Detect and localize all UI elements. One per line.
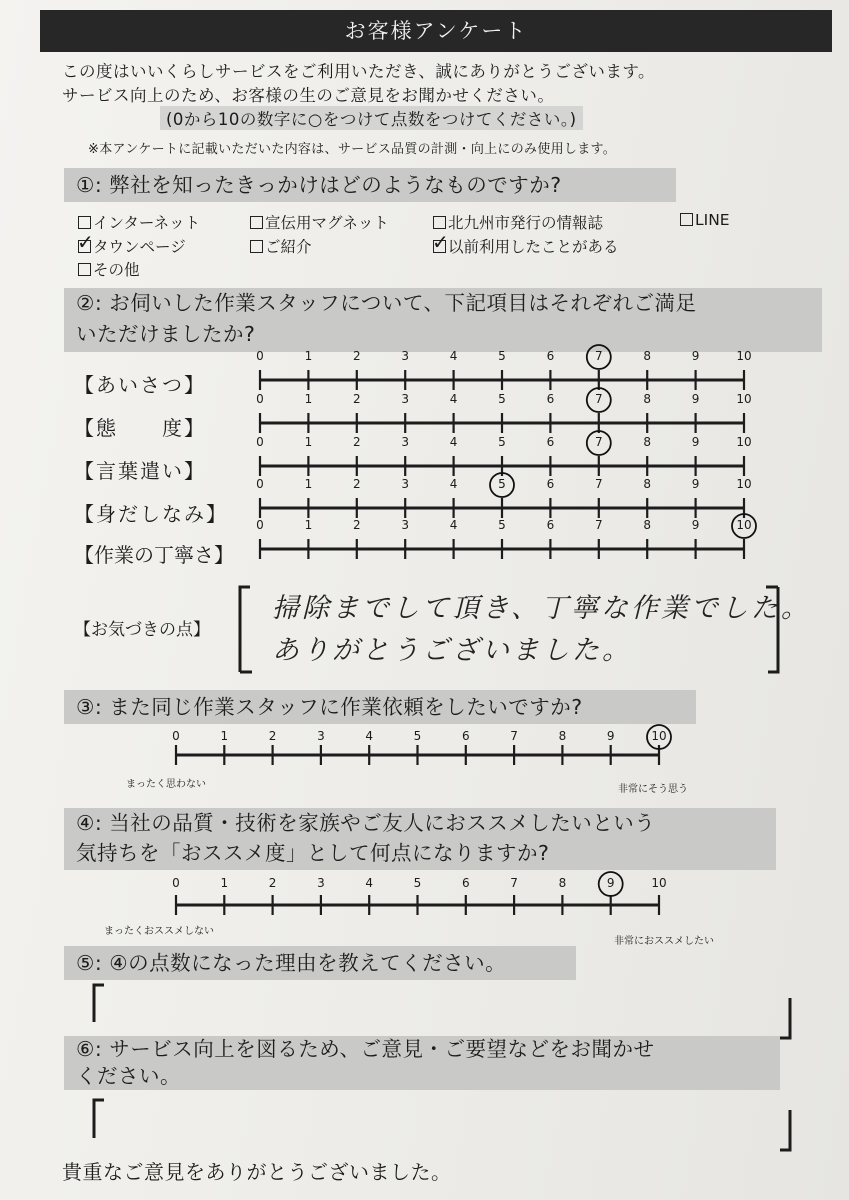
q4-scale-tick-label-3: 3: [317, 876, 325, 890]
q5-bracket-left: [94, 985, 104, 1022]
option-townpage[interactable]: ✓ タウンページ: [77, 230, 186, 256]
q2-scale-4-tick-label-7: 7: [594, 518, 603, 532]
comment-bracket-left: [240, 587, 250, 672]
q2-scale-2-tick-label-1: 1: [304, 435, 313, 449]
intro-line-1: この度はいいくらしサービスをご利用いただき、誠にありがとうございます。: [62, 62, 656, 81]
q6-bracket-right: [780, 1110, 790, 1150]
comment-line-1: 掃除までして頂き、丁寧な作業でした。: [272, 593, 811, 624]
question-5: ⑤: ④の点数になった理由を教えてください。: [64, 946, 576, 980]
q2-scale-0-tick-label-8: 8: [643, 349, 652, 363]
q2-scale-1-tick-label-10: 10: [736, 392, 752, 406]
q2-scale-0-tick-label-1: 1: [304, 349, 313, 363]
q5-bracket-right: [780, 998, 790, 1038]
checkmark-icon: ✓: [77, 230, 94, 254]
q2-scale-3-tick-label-10: 10: [736, 477, 752, 491]
q3-scale-tick-label-3: 3: [317, 729, 325, 743]
q2-scale-2-tick-label-5: 5: [498, 435, 506, 449]
intro-line-2: サービス向上のため、お客様の生のご意見をお聞かせください。: [62, 86, 555, 105]
q2-scale-2-tick-label-8: 8: [643, 435, 652, 449]
q4-scale-tick-label-5: 5: [413, 876, 422, 890]
q4-scale-tick-label-7: 7: [510, 876, 518, 890]
q2-scale-4-tick-label-9: 9: [691, 518, 700, 532]
q2-scale-1-tick-label-1: 1: [304, 392, 313, 406]
option-magazine[interactable]: 北九州市発行の情報誌: [433, 211, 603, 233]
q2-scale-2-tick-label-4: 4: [449, 435, 458, 449]
q2-scale-1-tick-label-4: 4: [449, 392, 458, 406]
q2-scale-3-tick-label-2: 2: [352, 477, 361, 491]
q2-scale-1-tick-label-3: 3: [401, 392, 410, 406]
comment-bracket-right: [768, 587, 778, 672]
question-1: ①: 弊社を知ったきっかけはどのようなものですか?: [64, 168, 676, 202]
q6-bracket-left: [94, 1100, 104, 1138]
q2-scale-0-tick-label-10: 10: [736, 349, 752, 363]
q2-scale-3-tick-label-5: 5: [498, 477, 506, 491]
q3-scale-tick-label-2: 2: [268, 729, 277, 743]
q3-scale-tick-label-8: 8: [558, 729, 567, 743]
option-other[interactable]: その他: [78, 258, 140, 280]
survey-title: お客様アンケート: [40, 10, 832, 52]
q2-scale-3-tick-label-7: 7: [594, 477, 603, 491]
q4-scale-tick-label-1: 1: [220, 876, 229, 890]
option-line[interactable]: LINE: [680, 211, 730, 229]
q2-scale-1-tick-label-0: 0: [256, 392, 264, 406]
q2-scale-3-tick-label-4: 4: [449, 477, 458, 491]
rating-label-attitude: 【態 度】: [74, 416, 206, 440]
q2-scale-4-tick-label-5: 5: [498, 518, 506, 532]
q3-left-caption: まったく思わない: [126, 779, 206, 790]
q2-scale-2-tick-label-10: 10: [736, 435, 752, 449]
q4-right-caption: 非常におススメしたい: [614, 936, 714, 947]
q4-scale-tick-label-4: 4: [365, 876, 374, 890]
q2-scale-1-tick-label-8: 8: [643, 392, 652, 406]
rating-label-language: 【言葉遣い】: [74, 459, 206, 483]
closing-message: 貴重なご意見をありがとうございました。: [62, 1160, 452, 1184]
q2-scale-0-tick-label-4: 4: [449, 349, 458, 363]
q2-scale-1-tick-label-9: 9: [691, 392, 700, 406]
q2-scale-3-tick-label-1: 1: [304, 477, 313, 491]
q4-left-caption: まったくおススメしない: [104, 926, 214, 937]
option-referral[interactable]: ご紹介: [250, 235, 312, 257]
q2-scale-3-tick-label-0: 0: [256, 477, 264, 491]
q4-scale-tick-label-8: 8: [558, 876, 567, 890]
q2-scale-1-tick-label-2: 2: [352, 392, 361, 406]
q3-scale-tick-label-9: 9: [606, 729, 615, 743]
q2-scale-2-tick-label-6: 6: [546, 435, 555, 449]
rating-label-appearance: 【身だしなみ】: [74, 502, 228, 526]
question-3: ③: また同じ作業スタッフに作業依頼をしたいですか?: [64, 690, 696, 724]
q4-scale-tick-label-0: 0: [172, 876, 180, 890]
q3-right-caption: 非常にそう思う: [618, 784, 688, 795]
q2-scale-2-tick-label-7: 7: [594, 435, 603, 449]
q2-scale-0-tick-label-2: 2: [352, 349, 361, 363]
q2-scale-2-tick-label-3: 3: [401, 435, 410, 449]
q3-scale-tick-label-7: 7: [510, 729, 518, 743]
privacy-note: ※本アンケートに記載いただいた内容は、サービス品質の計測・向上にのみ使用します。: [88, 142, 617, 157]
checkmark-icon: ✓: [432, 230, 449, 254]
q2-scale-0-tick-label-6: 6: [546, 349, 555, 363]
q2-scale-0-tick-label-7: 7: [594, 349, 603, 363]
q2-scale-3-tick-label-6: 6: [546, 477, 555, 491]
q2-scale-3-tick-label-8: 8: [643, 477, 652, 491]
q2-scale-1-tick-label-7: 7: [594, 392, 603, 406]
intro-instruction: (0から10の数字に○をつけて点数をつけてください。): [160, 106, 583, 130]
q2-scale-1-tick-label-5: 5: [498, 392, 506, 406]
q2-scale-4-tick-label-6: 6: [546, 518, 555, 532]
q2-scale-2-tick-label-9: 9: [691, 435, 700, 449]
q2-scale-3-tick-label-9: 9: [691, 477, 700, 491]
question-6: ⑥: サービス向上を図るため、ご意見・ご要望などをお聞かせ ください。: [64, 1036, 780, 1090]
q4-scale-tick-label-10: 10: [651, 876, 667, 890]
rating-label-greeting: 【あいさつ】: [74, 373, 206, 397]
q3-scale-tick-label-0: 0: [172, 729, 180, 743]
option-magnet[interactable]: 宣伝用マグネット: [250, 211, 389, 233]
q2-scale-0-tick-label-3: 3: [401, 349, 410, 363]
q3-scale-tick-label-5: 5: [413, 729, 422, 743]
q2-scale-4-tick-label-4: 4: [449, 518, 458, 532]
rating-label-carefulness: 【作業の丁寧さ】: [74, 543, 234, 567]
q4-scale-tick-label-9: 9: [606, 876, 615, 890]
q3-scale-tick-label-10: 10: [651, 729, 667, 743]
q3-scale-tick-label-1: 1: [220, 729, 229, 743]
question-4: ④: 当社の品質・技術を家族やご友人におススメしたいという 気持ちを「おススメ度」として何点になりますか?: [64, 808, 776, 870]
option-internet[interactable]: インターネット: [78, 211, 200, 233]
q3-scale-tick-label-4: 4: [365, 729, 374, 743]
q2-scale-2-tick-label-0: 0: [256, 435, 264, 449]
question-2: ②: お伺いした作業スタッフについて、下記項目はそれぞれご満足 いただけましたか?: [64, 288, 822, 352]
q2-scale-4-tick-label-2: 2: [352, 518, 361, 532]
q2-scale-3-tick-label-3: 3: [401, 477, 410, 491]
q2-scale-4-tick-label-0: 0: [256, 518, 264, 532]
q2-scale-4-tick-label-3: 3: [401, 518, 410, 532]
q2-scale-4-tick-label-1: 1: [304, 518, 313, 532]
q2-scale-4-tick-label-8: 8: [643, 518, 652, 532]
q3-scale-tick-label-6: 6: [461, 729, 470, 743]
q2-scale-0-tick-label-5: 5: [498, 349, 506, 363]
q2-scale-4-tick-label-10: 10: [736, 518, 752, 532]
q2-scale-2-tick-label-2: 2: [352, 435, 361, 449]
comment-line-2: ありがとうございました。: [272, 635, 632, 666]
q2-scale-0-tick-label-0: 0: [256, 349, 264, 363]
comment-label: 【お気づきの点】: [74, 620, 210, 640]
q4-scale-tick-label-6: 6: [461, 876, 470, 890]
q2-scale-1-tick-label-6: 6: [546, 392, 555, 406]
option-repeat[interactable]: ✓ 以前利用したことがある: [432, 230, 619, 256]
q4-scale-tick-label-2: 2: [268, 876, 277, 890]
q2-scale-0-tick-label-9: 9: [691, 349, 700, 363]
